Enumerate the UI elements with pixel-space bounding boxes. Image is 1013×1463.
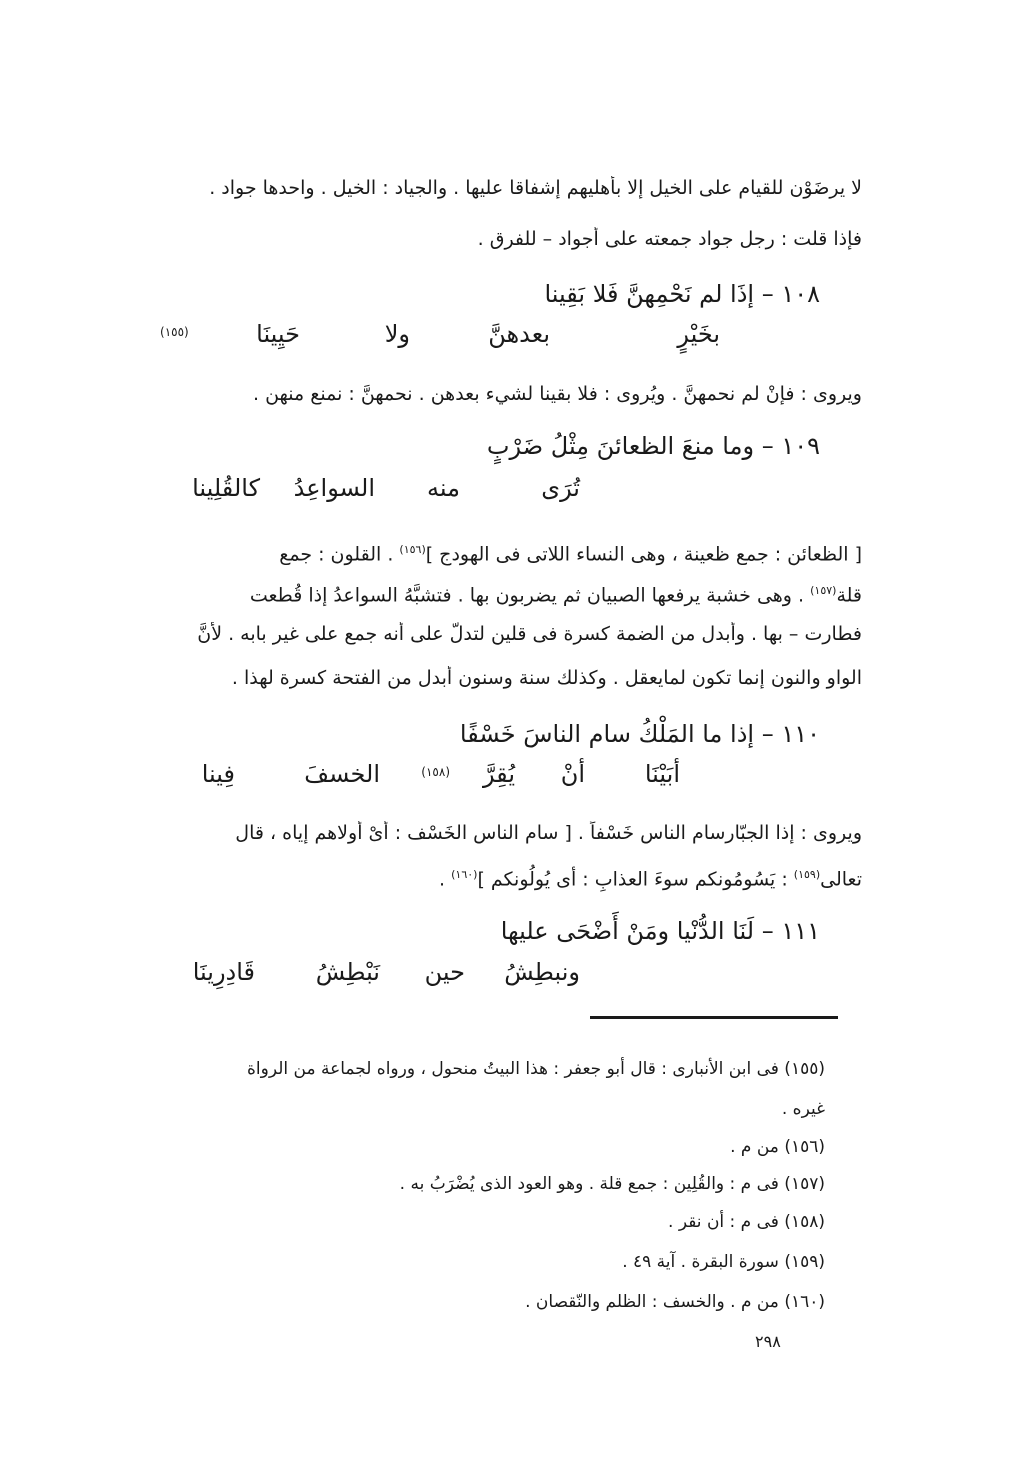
footnote-ref: (١٥٩) [793, 868, 821, 881]
verse-word: فِينا [201, 760, 235, 788]
prose-text: . وهى خشبة يرفعها الصبيان ثم يضربون بها . فتشبَّهُ السواعدُ إذا قُطعت [249, 584, 805, 607]
verse-word: نَبْطِشُ [315, 958, 380, 986]
verse-word: بخَيْرٍ [677, 320, 720, 348]
verse-word: منه [427, 474, 460, 502]
page-number: ٢٩٨ [755, 1332, 781, 1351]
verse-109-first-hemistich: ١٠٩ – وما منعَ الظعائنَ مِثْلُ ضَرْبٍ [486, 432, 820, 460]
prose-text: قلة [836, 584, 862, 607]
prose-text: تعالى [820, 868, 862, 891]
verse-word: السواعِدُ [293, 474, 375, 502]
prose-text: : يَسُومُونكم سوءَ العذابِ : أى يُولُونكم ] [477, 868, 788, 891]
verse-word: أنْ [560, 760, 585, 788]
verse-word: حين [424, 958, 465, 986]
verse-word: الخسفَ [304, 760, 380, 788]
footnote-ref: (١٥٥) [160, 325, 189, 339]
prose-text: . القلون : جمع [279, 543, 394, 566]
prose-line: لا يرضَوْن للقيام على الخيل إلا بأهليهم إشفاقا عليها . والجياد : الخيل . واحدها جواد . [209, 177, 862, 199]
verse-109-second-hemistich [160, 472, 580, 506]
footnote-158: (١٥٨) فى م : أن نقر . [668, 1212, 825, 1232]
prose-text: [ الظعائن : جمع ظعينة ، وهى النساء اللاتى فى الهودج ] [425, 543, 862, 566]
verse-word: بعدهنَّ [488, 320, 550, 348]
prose-line [320, 862, 862, 892]
prose-line: ويروى : إذا الجبّارسام الناس خَسْفاً . [ سام الناس الخَسْف : أىْ أولاهم إياه ، قال [235, 822, 862, 844]
verse-111-second-hemistich [160, 956, 580, 990]
verse-110-second-hemistich [160, 758, 680, 792]
prose-line [140, 537, 862, 567]
verse-108-first-hemistich: ١٠٨ – إذَا لم نَحْمِهنَّ فَلا بَقِينا [544, 280, 820, 308]
verse-word: قَادِرِينَا [192, 958, 255, 986]
verse-word: حَيِينَا [256, 320, 300, 348]
verse-word: كالقُلِينا [192, 474, 260, 502]
footnote-ref: (١٥٧) [810, 584, 837, 597]
verse-110-first-hemistich: ١١٠ – إذا ما المَلْكُ سام الناسَ خَسْفًا [459, 720, 820, 748]
footnote-ref: (١٥٨) [421, 765, 450, 779]
prose-text: . [439, 868, 446, 891]
footnote-155-cont: غيره . [781, 1099, 825, 1119]
prose-line [140, 578, 862, 608]
footnote-155: (١٥٥) فى ابن الأنبارى : قال أبو جعفر : هذا البيتُ منحول ، ورواه لجماعة من الرواة [247, 1059, 825, 1079]
prose-line: ويروى : فإنْ لم نحمهنَّ . ويُروى : فلا بقينا لشيء بعدهن . نحمهنَّ : نمنع منهن . [252, 383, 862, 405]
verse-word: تُرَى [541, 474, 580, 502]
footnote-separator [590, 1016, 838, 1019]
verse-108-second-hemistich [160, 318, 720, 352]
prose-line: فطارت – بها . وأبدل من الضمة كسرة فى قلين لتدلّ على أنه جمع على غير بابه . لأنَّ [197, 623, 862, 645]
verse-word: ونبطِشُ [504, 958, 580, 986]
footnote-157: (١٥٧) فى م : والقُلِين : جمع قلة . وهو العود الذى يُضْرَبُ به . [399, 1174, 825, 1194]
prose-line: الواو والنون إنما تكون لمايعقل . وكذلك سنة وسنون أبدل من الفتحة كسرة لهذا . [231, 667, 862, 689]
footnote-156: (١٥٦) من م . [730, 1137, 825, 1157]
footnote-ref: (١٥٦) [399, 543, 426, 556]
verse-word: ولا [384, 320, 410, 348]
verse-word: أبَيْنَا [644, 760, 680, 788]
footnote-160: (١٦٠) من م . والخسف : الظلم والنّقصان . [525, 1292, 825, 1312]
verse-word: يُقِرَّ [482, 760, 515, 788]
verse-111-first-hemistich: ١١١ – لَنَا الدُّنْيا ومَنْ أَضْحَى عليها [500, 917, 820, 945]
footnote-159: (١٥٩) سورة البقرة . آية ٤٩ . [622, 1252, 825, 1272]
prose-line: فإذا قلت : رجل جواد جمعته على أجواد – للفرق . [477, 228, 862, 250]
footnote-ref: (١٦٠) [451, 868, 478, 881]
